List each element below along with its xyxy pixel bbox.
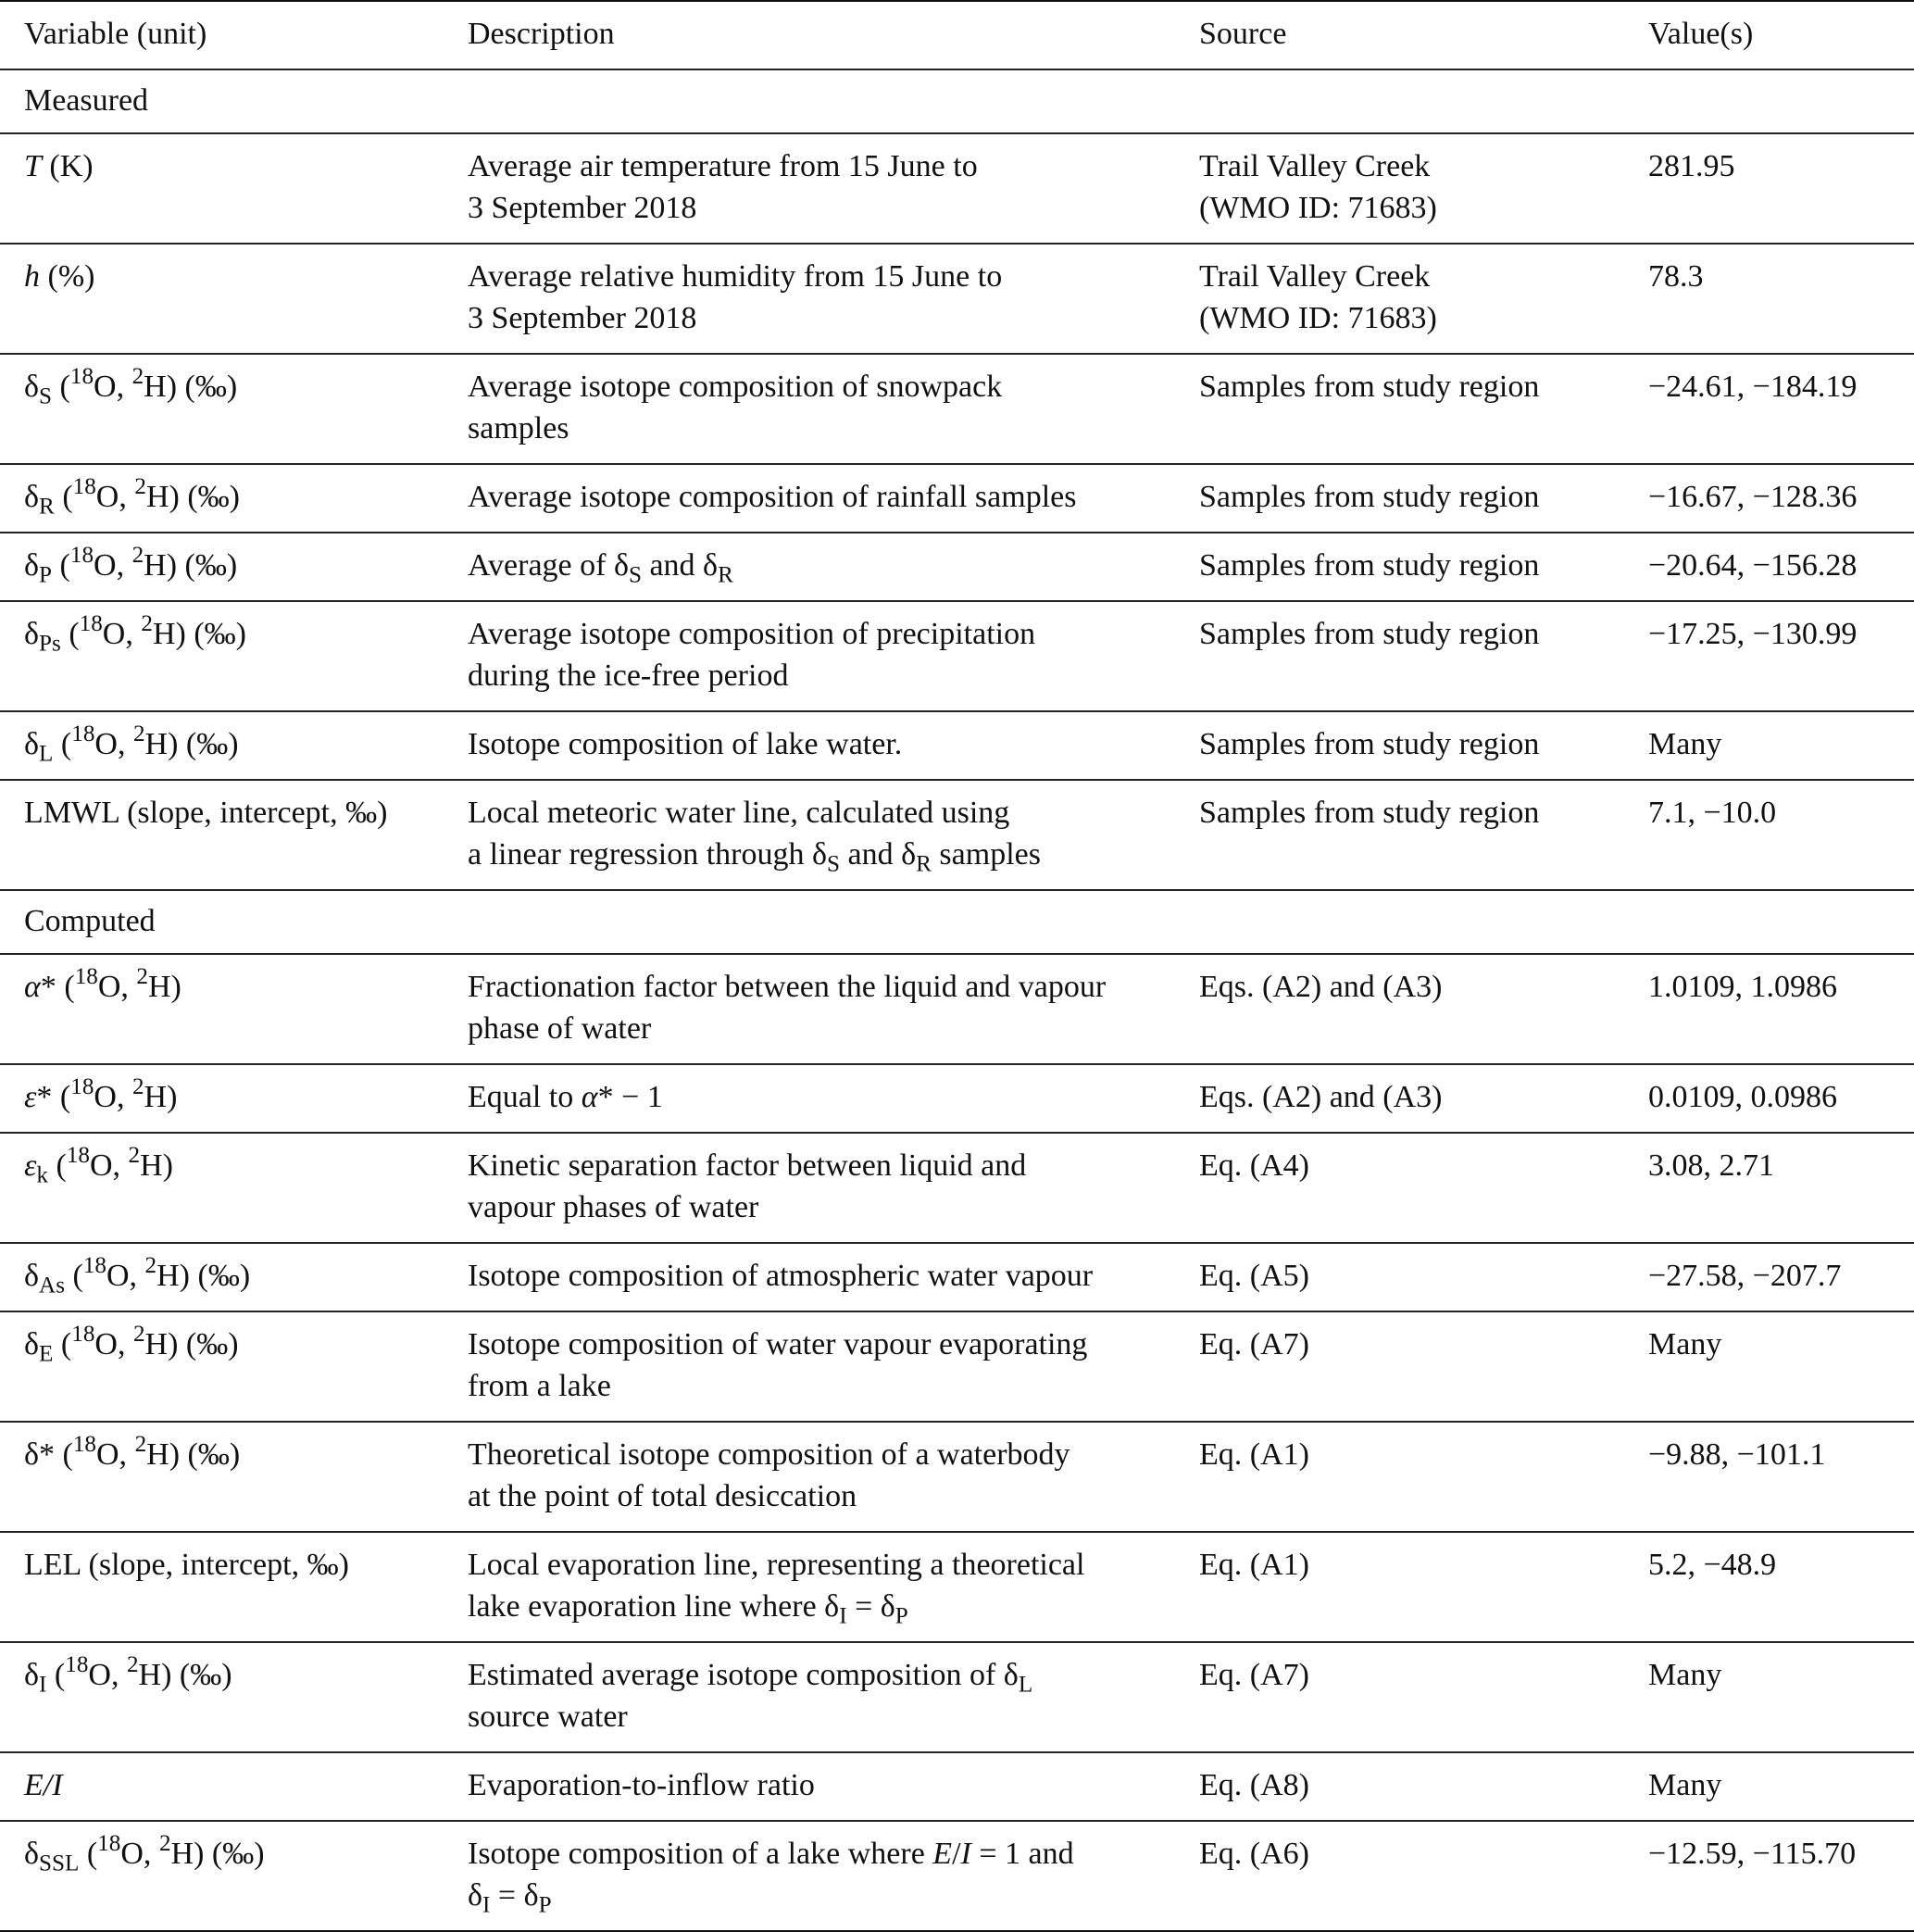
- description-cell: Equal to α* − 1: [468, 1064, 1199, 1133]
- table-row: [0, 464, 1914, 533]
- table-row: [0, 1642, 1914, 1752]
- variable-cell: $\varepsilon_k$ ($^{18}$O, $^2$H): [0, 1133, 468, 1243]
- variable-cell: T (K): [0, 133, 468, 244]
- description-cell: Theoretical isotope composition of a waterbody at the point of total desiccation: [468, 1422, 1199, 1532]
- variable-cell: $\delta_L$ ($^{18}$O, $^2$H) (‰): [0, 711, 468, 780]
- source-cell: Eq. (A7): [1199, 1311, 1648, 1422]
- header-description: Description: [468, 1, 1199, 69]
- table-row: [0, 1752, 1914, 1821]
- table-row: [0, 711, 1914, 780]
- description-cell: Average isotope composition of snowpack samples: [468, 354, 1199, 464]
- header-variable: Variable (unit): [0, 1, 468, 69]
- description-cell: Isotope composition of a lake where E/I = 1 and $\delta_I = \delta_P$: [468, 1821, 1199, 1931]
- source-cell: Eqs. (A2) and (A3): [1199, 954, 1648, 1064]
- description-cell: Average of $\delta_S$ and $\delta_R$: [468, 533, 1199, 601]
- value-cell: −17.25, −130.99: [1648, 601, 1914, 711]
- source-cell: Eqs. (A2) and (A3): [1199, 1064, 1648, 1133]
- variable-cell: h (%): [0, 244, 468, 354]
- header-values: Value(s): [1648, 1, 1914, 69]
- value-cell: −24.61, −184.19: [1648, 354, 1914, 464]
- variable-cell: E/I: [0, 1752, 468, 1821]
- variable-cell: $\delta_{SSL}$ ($^{18}$O, $^2$H) (‰): [0, 1821, 468, 1931]
- description-cell: Local meteoric water line, calculated using a linear regression through $\delta_S$ and $\delta_R$ samples: [468, 780, 1199, 890]
- source-cell: Eq. (A5): [1199, 1243, 1648, 1311]
- table-row: [0, 1422, 1914, 1532]
- variable-cell: $\delta_{Ps}$ ($^{18}$O, $^2$H) (‰): [0, 601, 468, 711]
- source-cell: Trail Valley Creek (WMO ID: 71683): [1199, 244, 1648, 354]
- value-cell: −16.67, −128.36: [1648, 464, 1914, 533]
- variable-cell: $\delta_S$ ($^{18}$O, $^2$H) (‰): [0, 354, 468, 464]
- table-row: [0, 1821, 1914, 1931]
- table-row: [0, 533, 1914, 601]
- value-cell: 5.2, −48.9: [1648, 1532, 1914, 1642]
- value-cell: Many: [1648, 1752, 1914, 1821]
- description-cell: Isotope composition of lake water.: [468, 711, 1199, 780]
- source-cell: Eq. (A1): [1199, 1422, 1648, 1532]
- table-row: [0, 354, 1914, 464]
- value-cell: 0.0109, 0.0986: [1648, 1064, 1914, 1133]
- description-cell: Average isotope composition of precipitation during the ice-free period: [468, 601, 1199, 711]
- description-cell: Isotope composition of atmospheric water vapour: [468, 1243, 1199, 1311]
- value-cell: 3.08, 2.71: [1648, 1133, 1914, 1243]
- variable-cell: $\delta_{As}$ ($^{18}$O, $^2$H) (‰): [0, 1243, 468, 1311]
- source-cell: Eq. (A7): [1199, 1642, 1648, 1752]
- description-cell: Local evaporation line, representing a theoretical lake evaporation line where $\delta_I = \delta_P$: [468, 1532, 1199, 1642]
- description-cell: Fractionation factor between the liquid and vapour phase of water: [468, 954, 1199, 1064]
- section-label: Measured: [0, 69, 1914, 133]
- variable-cell: α* ($^{18}$O, $^2$H): [0, 954, 468, 1064]
- table-row: [0, 1133, 1914, 1243]
- variable-cell: LEL (slope, intercept, ‰): [0, 1532, 468, 1642]
- header-source: Source: [1199, 1, 1648, 69]
- table-row: [0, 780, 1914, 890]
- table-row: [0, 1064, 1914, 1133]
- source-cell: Samples from study region: [1199, 601, 1648, 711]
- table-row: [0, 1532, 1914, 1642]
- table-row: [0, 1311, 1914, 1422]
- variable-cell: $\delta_I$ ($^{18}$O, $^2$H) (‰): [0, 1642, 468, 1752]
- source-cell: Samples from study region: [1199, 711, 1648, 780]
- source-cell: Samples from study region: [1199, 464, 1648, 533]
- source-cell: Eq. (A1): [1199, 1532, 1648, 1642]
- variable-cell: $\delta_P$ ($^{18}$O, $^2$H) (‰): [0, 533, 468, 601]
- value-cell: −12.59, −115.70: [1648, 1821, 1914, 1931]
- value-cell: −27.58, −207.7: [1648, 1243, 1914, 1311]
- value-cell: Many: [1648, 1311, 1914, 1422]
- value-cell: 281.95: [1648, 133, 1914, 244]
- value-cell: Many: [1648, 1642, 1914, 1752]
- source-cell: Eq. (A4): [1199, 1133, 1648, 1243]
- table-row: [0, 133, 1914, 244]
- table-row: [0, 601, 1914, 711]
- description-cell: Evaporation-to-inflow ratio: [468, 1752, 1199, 1821]
- source-cell: Samples from study region: [1199, 780, 1648, 890]
- value-cell: −9.88, −101.1: [1648, 1422, 1914, 1532]
- description-cell: Average air temperature from 15 June to 3 September 2018: [468, 133, 1199, 244]
- value-cell: Many: [1648, 711, 1914, 780]
- value-cell: 1.0109, 1.0986: [1648, 954, 1914, 1064]
- value-cell: 78.3: [1648, 244, 1914, 354]
- section-label: Computed: [0, 890, 1914, 954]
- variable-cell: $\delta_E$ ($^{18}$O, $^2$H) (‰): [0, 1311, 468, 1422]
- table-row: [0, 1243, 1914, 1311]
- source-cell: Trail Valley Creek (WMO ID: 71683): [1199, 133, 1648, 244]
- value-cell: −20.64, −156.28: [1648, 533, 1914, 601]
- source-cell: Samples from study region: [1199, 354, 1648, 464]
- value-cell: 7.1, −10.0: [1648, 780, 1914, 890]
- variable-cell: ε* ($^{18}$O, $^2$H): [0, 1064, 468, 1133]
- source-cell: Eq. (A6): [1199, 1821, 1648, 1931]
- description-cell: Average relative humidity from 15 June to 3 September 2018: [468, 244, 1199, 354]
- description-cell: Average isotope composition of rainfall samples: [468, 464, 1199, 533]
- source-cell: Eq. (A8): [1199, 1752, 1648, 1821]
- section-measured: [0, 69, 1914, 133]
- variable-cell: LMWL (slope, intercept, ‰): [0, 780, 468, 890]
- description-cell: Estimated average isotope composition of $\delta_L$ source water: [468, 1642, 1199, 1752]
- variable-cell: δ* ($^{18}$O, $^2$H) (‰): [0, 1422, 468, 1532]
- table-row: [0, 244, 1914, 354]
- source-cell: Samples from study region: [1199, 533, 1648, 601]
- table-row: [0, 954, 1914, 1064]
- header-row: [0, 1, 1914, 69]
- section-computed: [0, 890, 1914, 954]
- description-cell: Kinetic separation factor between liquid and vapour phases of water: [468, 1133, 1199, 1243]
- description-cell: Isotope composition of water vapour evaporating from a lake: [468, 1311, 1199, 1422]
- variable-cell: $\delta_R$ ($^{18}$O, $^2$H) (‰): [0, 464, 468, 533]
